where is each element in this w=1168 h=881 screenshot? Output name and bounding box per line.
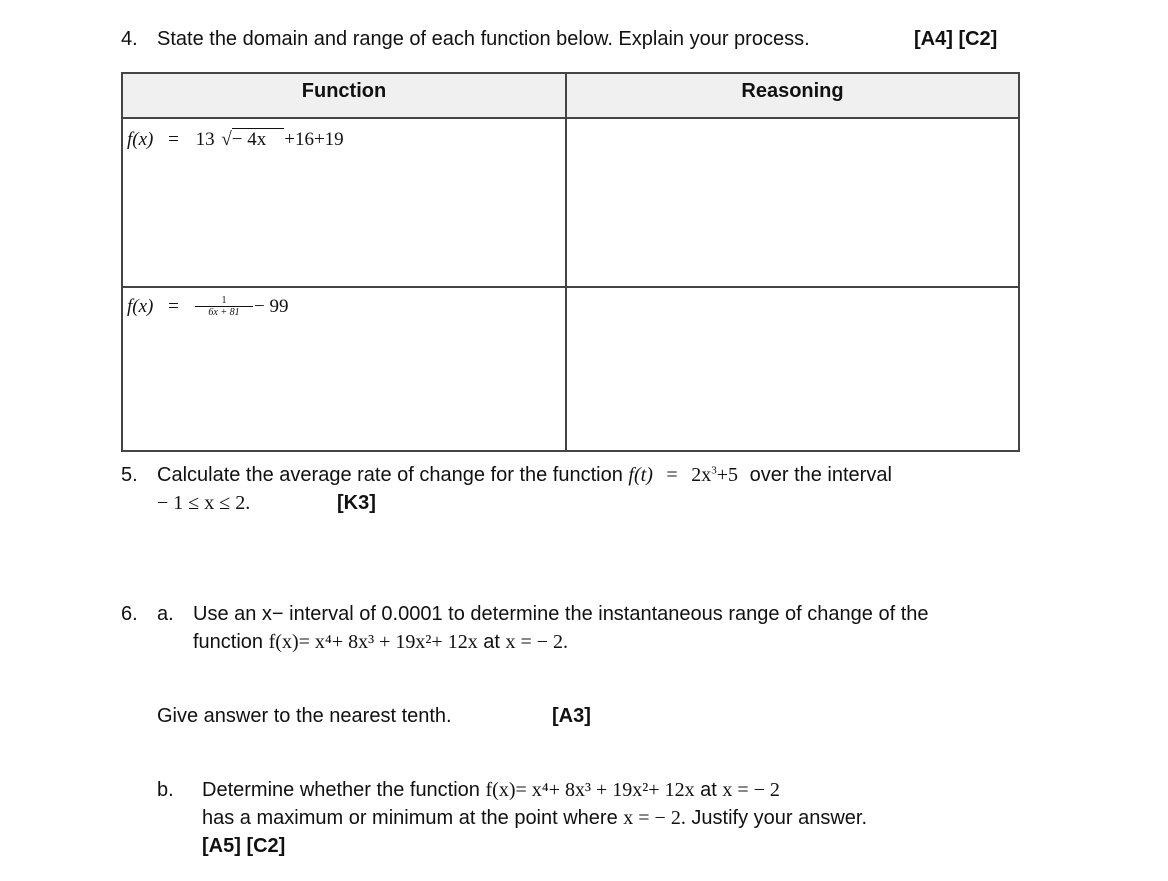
- header-function: Function: [301, 80, 387, 102]
- q6a-at: at: [483, 631, 500, 653]
- q6a-marks: [A3]: [552, 705, 591, 727]
- row2-denominator: 6x + 81: [208, 307, 240, 318]
- q4-table: [121, 72, 1020, 452]
- q5-marks: [K3]: [337, 492, 376, 514]
- q6b-line2: [202, 807, 867, 830]
- header-reasoning: Reasoning: [741, 80, 844, 102]
- q5-ft: f(t): [628, 464, 653, 486]
- q6b-line2-text: has a maximum or minimum at the point where: [202, 807, 618, 829]
- q6-number: 6.: [121, 603, 138, 625]
- q6b-prefix: Determine whether the function: [202, 779, 480, 801]
- q5-text: Calculate the average rate of change for the function: [157, 464, 623, 486]
- q6b-line2-end: Justify your answer.: [691, 807, 868, 829]
- row1-fx: f(x): [127, 129, 154, 150]
- q6b-line2-point: x = − 2.: [623, 807, 686, 829]
- row2-function: [127, 296, 179, 318]
- row2-eq: =: [168, 296, 179, 317]
- q5-number: 5.: [121, 464, 138, 486]
- q5-expr-tail: +5: [716, 464, 739, 486]
- q5-interval: − 1 ≤ x ≤ 2.: [157, 492, 251, 514]
- q5-expr-exp: 3: [711, 464, 717, 477]
- q5-expr: [691, 464, 738, 486]
- q4-marks: [A4] [C2]: [914, 28, 998, 50]
- row2-fraction: [195, 296, 253, 318]
- q6a-line1: Use an x− interval of 0.0001 to determine the instantaneous range of change of the: [193, 603, 929, 625]
- q6b-at: at: [700, 779, 717, 801]
- q6b-line1: [202, 779, 780, 802]
- q6b-fx-expr: f(x)= x⁴+ 8x³ + 19x²+ 12x: [485, 779, 695, 801]
- row2-rest: − 99: [254, 296, 289, 317]
- row1-rest: +16+19: [284, 129, 344, 150]
- q4-number: 4.: [121, 28, 138, 50]
- q4-text: State the domain and range of each function below. Explain your process.: [157, 28, 810, 50]
- q6a-prefix: function: [193, 631, 264, 653]
- q6a-line2: [193, 631, 568, 654]
- q6b-marks: [A5] [C2]: [202, 835, 286, 857]
- q6a-label: a.: [157, 603, 174, 625]
- row1-eq: =: [168, 129, 179, 150]
- table-column-divider: [565, 74, 567, 450]
- q6b-point: x = − 2: [722, 779, 780, 801]
- q6b-label: b.: [157, 779, 174, 801]
- q5-line1-end: over the interval: [749, 464, 892, 486]
- q5-eq: =: [666, 464, 678, 486]
- sqrt-icon: √: [221, 129, 232, 150]
- q5-expr-base: 2x: [691, 464, 712, 486]
- q6a-fx-expr: f(x)= x⁴+ 8x³ + 19x²+ 12x: [268, 631, 478, 653]
- table-row-divider: [123, 286, 1018, 288]
- row2-numerator: 1: [195, 296, 253, 307]
- q5-line1: [157, 464, 892, 487]
- row1-function: [127, 129, 344, 151]
- row1-coef: 13: [195, 129, 215, 150]
- q6a-give: Give answer to the nearest tenth.: [157, 705, 452, 727]
- row1-radicand: − 4x: [232, 128, 284, 150]
- row2-fx: f(x): [127, 296, 154, 317]
- q6a-point: x = − 2.: [505, 631, 569, 653]
